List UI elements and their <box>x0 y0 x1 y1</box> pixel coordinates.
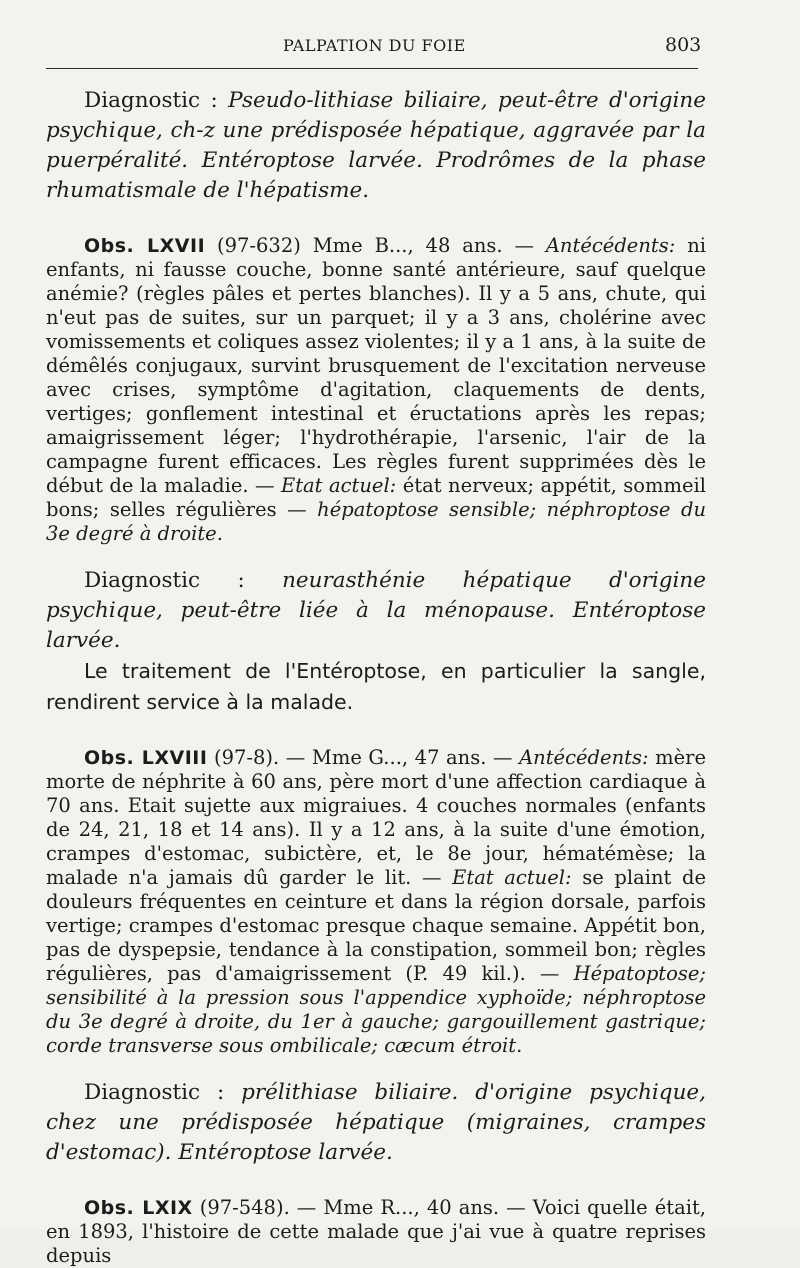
diagnostic-paragraph-1 <box>46 86 706 206</box>
etat-actuel-text: se plaint de douleurs fréquentes en ceinture et dans la région dorsale, parfois vertige; crampes d'estomac presque chaque semaine. Appétit bon, pas de dyspepsie, tendance à la constipation, sommeil bon; règles régulières, pas d'amaigrissement (P. 49 kil.). — <box>46 866 706 985</box>
observation-body: ni enfants, ni fausse couche, bonne santé antérieure, sauf quelque anémie? (règles pâles et pertes blanches). Il y a 5 ans, chute, qui n'eut pas de suites, sur un parquet; il y a 3 ans, cholérine avec vomissements et coliques assez violentes; il y a 1 ans, à la suite de démêlés conjugaux, survint brusquement de l'excitation nerveuse avec crises, symptôme d'agitation, claquements de dents, vertiges; gonflement intestinal et éructations après les repas; amaigrissement léger; l'hydrothérapie, l'arsenic, l'air de la campagne furent efficaces. Les règles furent supprimées dès le début de la maladie. — <box>46 234 706 497</box>
antecedents-label: Antécédents: <box>519 746 649 769</box>
diagnostic-label: Diagnostic : <box>84 568 283 593</box>
diagnostic-paragraph-3 <box>46 1078 706 1168</box>
observation-69 <box>46 1196 706 1268</box>
running-title: PALPATION DU FOIE <box>283 36 466 55</box>
treatment-paragraph: Le traitement de l'Entéroptose, en particulier la sangle, rendirent service à la malade. <box>46 659 706 714</box>
observation-heading: Obs. LXIX <box>84 1197 193 1219</box>
observation-67 <box>46 234 706 546</box>
observation-body: mère morte de néphrite à 60 ans, père mort d'une affection cardiaque à 70 ans. Etait sujette aux migraiues. 4 couches normales (enfants de 24, 21, 18 et 14 ans). Il y a 12 ans, à la suite d'une émotion, crampes d'estomac, subictère, et, le 8e jour, hématémèse; la malade n'a jamais dû garder le lit. — <box>46 746 707 889</box>
diagnostic-label: Diagnostic : <box>84 1080 242 1105</box>
observation-intro: (97-632) Mme B..., 48 ans. — <box>205 234 546 257</box>
etat-actuel-text: état nerveux; appétit, sommeil bons; selles régulières — <box>46 474 706 521</box>
running-head <box>0 34 800 60</box>
observation-68 <box>46 746 706 1058</box>
etat-actuel-label: Etat actuel: <box>452 866 572 889</box>
exam-findings: hépatoptose sensible; néphroptose du 3e degré à droite. <box>46 498 706 545</box>
observation-intro: (97-548). — Mme R..., 40 ans. — Voici quelle était, en 1893, l'histoire de cette malade que j'ai vue à quatre reprises depuis <box>46 1196 706 1267</box>
header-rule <box>46 68 698 69</box>
body-text <box>46 86 706 1268</box>
observation-intro: (97-8). — Mme G..., 47 ans. — <box>207 746 520 769</box>
diagnostic-text: Pseudo-lithiase biliaire, peut-être d'origine psychique, ch-z une prédisposée hépatique, aggravée par la puerpéralité. Entéroptose larvée. Prodrômes de la phase rhumatismale de l'hépatisme. <box>46 88 706 203</box>
exam-findings: Hépatoptose; sensibilité à la pression sous l'appendice xyphoïde; néphroptose du 3e degré à droite, du 1er à gauche; gargouillement gastrique; corde transverse sous ombilicale; cæcum étroit. <box>46 962 706 1057</box>
antecedents-label: Antécédents: <box>545 234 676 257</box>
diagnostic-text: neurasthénie hépatique d'origine psychique, peut-être liée à la ménopause. Entéroptose larvée. <box>46 568 706 653</box>
diagnostic-text: prélithiase biliaire. d'origine psychique, chez une prédisposée hépatique (migraines, crampes d'estomac). Entéroptose larvée. <box>46 1080 706 1165</box>
diagnostic-label: Diagnostic : <box>84 88 229 113</box>
page-number: 803 <box>665 34 702 56</box>
etat-actuel-label: Etat actuel: <box>280 474 397 497</box>
observation-heading: Obs. LXVIII <box>84 747 208 769</box>
observation-heading: Obs. LXVII <box>84 235 206 257</box>
diagnostic-paragraph-2 <box>46 566 706 656</box>
